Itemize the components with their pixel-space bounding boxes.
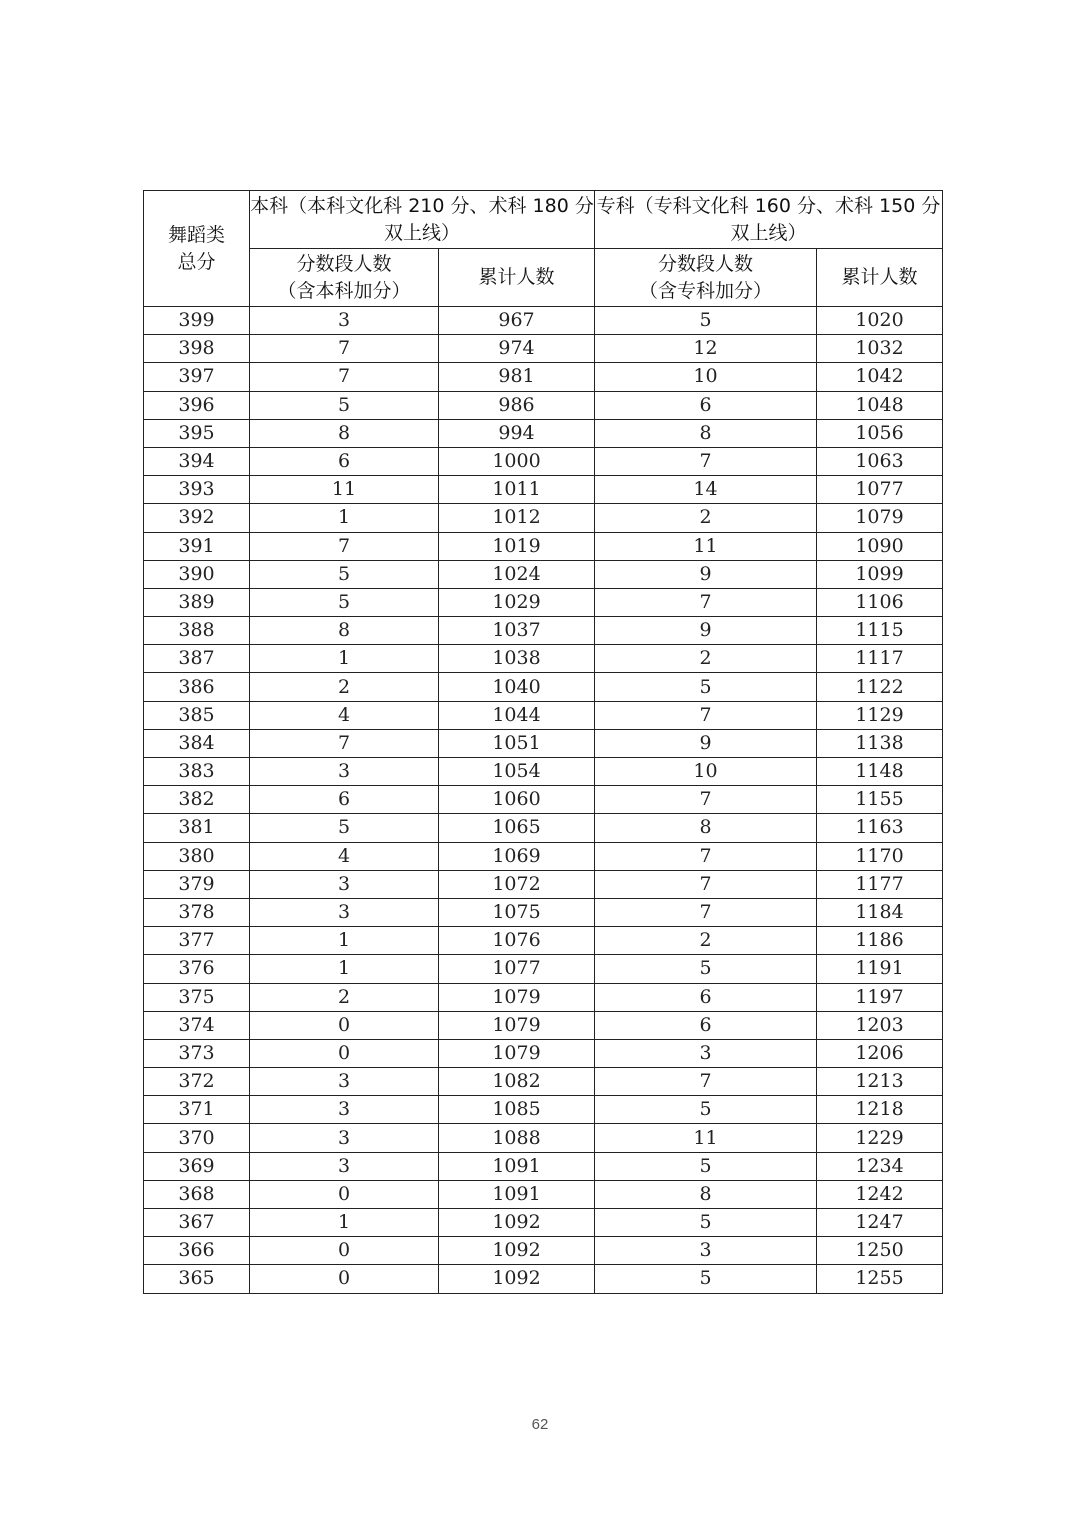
score-cell: 374 [144, 1011, 250, 1039]
vocational-cumulative-cell: 1122 [817, 673, 943, 701]
table-row [144, 476, 943, 504]
undergrad-band-cell: 5 [250, 391, 439, 419]
vocational-cumulative-cell: 1177 [817, 870, 943, 898]
table-row [144, 1124, 943, 1152]
vocational-band-cell: 5 [595, 1209, 817, 1237]
score-cell: 399 [144, 307, 250, 335]
vocational-band-cell: 12 [595, 335, 817, 363]
undergrad-cumulative-cell: 994 [439, 419, 595, 447]
vocational-band-cell: 2 [595, 645, 817, 673]
undergrad-band-cell: 1 [250, 645, 439, 673]
vocational-cumulative-cell: 1042 [817, 363, 943, 391]
vocational-band-cell: 2 [595, 504, 817, 532]
score-cell: 395 [144, 419, 250, 447]
vocational-cumulative-cell: 1090 [817, 532, 943, 560]
table-body [144, 307, 943, 1294]
undergrad-band-cell: 3 [250, 1152, 439, 1180]
table-row [144, 419, 943, 447]
undergrad-cumulative-cell: 1075 [439, 898, 595, 926]
vocational-band-cell: 6 [595, 1011, 817, 1039]
table-row [144, 1237, 943, 1265]
undergrad-band-cell: 1 [250, 504, 439, 532]
vocational-band-cell: 7 [595, 842, 817, 870]
vocational-cumulative-cell: 1234 [817, 1152, 943, 1180]
vocational-band-cell: 6 [595, 983, 817, 1011]
vocational-cumulative-cell: 1184 [817, 898, 943, 926]
undergrad-band-cell: 1 [250, 1209, 439, 1237]
vocational-band-header: 分数段人数 （含专科加分） [595, 249, 817, 307]
vocational-cumulative-cell: 1063 [817, 447, 943, 475]
vocational-cumulative-cell: 1218 [817, 1096, 943, 1124]
table-row [144, 701, 943, 729]
vocational-cumulative-cell: 1203 [817, 1011, 943, 1039]
undergrad-cumulative-cell: 1079 [439, 1011, 595, 1039]
table-row [144, 870, 943, 898]
undergrad-cumulative-cell: 1091 [439, 1180, 595, 1208]
score-cell: 380 [144, 842, 250, 870]
vocational-cumulative-cell: 1032 [817, 335, 943, 363]
vocational-cumulative-cell: 1229 [817, 1124, 943, 1152]
vocational-cumulative-cell: 1138 [817, 729, 943, 757]
score-cell: 383 [144, 758, 250, 786]
undergrad-header: 本科（本科文化科 210 分、术科 180 分双上线） [250, 191, 595, 249]
undergrad-band-header: 分数段人数 （含本科加分） [250, 249, 439, 307]
undergrad-cumulative-cell: 1072 [439, 870, 595, 898]
vocational-band-cell: 5 [595, 1096, 817, 1124]
undergrad-cumulative-cell: 1000 [439, 447, 595, 475]
vocational-band-cell: 5 [595, 1265, 817, 1293]
vocational-band-cell: 10 [595, 758, 817, 786]
vocational-cumulative-cell: 1099 [817, 560, 943, 588]
undergrad-cumulative-cell: 1051 [439, 729, 595, 757]
score-cell: 377 [144, 927, 250, 955]
undergrad-band-cell: 5 [250, 814, 439, 842]
undergrad-band-cell: 1 [250, 955, 439, 983]
undergrad-band-cell: 0 [250, 1011, 439, 1039]
undergrad-cumulative-cell: 1011 [439, 476, 595, 504]
undergrad-band-cell: 6 [250, 447, 439, 475]
score-cell: 372 [144, 1068, 250, 1096]
vocational-cumulative-cell: 1106 [817, 588, 943, 616]
undergrad-cumulative-cell: 1092 [439, 1237, 595, 1265]
table-row [144, 1011, 943, 1039]
score-cell: 397 [144, 363, 250, 391]
score-cell: 375 [144, 983, 250, 1011]
table-row [144, 307, 943, 335]
score-cell: 384 [144, 729, 250, 757]
undergrad-cumulative-cell: 1029 [439, 588, 595, 616]
vocational-band-cell: 5 [595, 307, 817, 335]
table-row [144, 898, 943, 926]
undergrad-cumulative-cell: 1079 [439, 983, 595, 1011]
undergrad-cumulative-cell: 1054 [439, 758, 595, 786]
score-cell: 382 [144, 786, 250, 814]
undergrad-cumulative-cell: 1085 [439, 1096, 595, 1124]
undergrad-cumulative-cell: 1092 [439, 1209, 595, 1237]
score-cell: 379 [144, 870, 250, 898]
score-cell: 391 [144, 532, 250, 560]
undergrad-cumulative-cell: 1069 [439, 842, 595, 870]
vocational-cumulative-header: 累计人数 [817, 249, 943, 307]
undergrad-band-cell: 3 [250, 898, 439, 926]
undergrad-band-cell: 6 [250, 786, 439, 814]
vocational-band-cell: 9 [595, 617, 817, 645]
undergrad-cumulative-cell: 1060 [439, 786, 595, 814]
score-header: 舞蹈类 总分 [144, 191, 250, 307]
vocational-band-cell: 2 [595, 927, 817, 955]
vocational-band-cell: 7 [595, 701, 817, 729]
table-row [144, 1068, 943, 1096]
score-cell: 367 [144, 1209, 250, 1237]
vocational-cumulative-cell: 1250 [817, 1237, 943, 1265]
table-row [144, 842, 943, 870]
table-row [144, 1180, 943, 1208]
score-cell: 388 [144, 617, 250, 645]
vocational-band-cell: 11 [595, 532, 817, 560]
score-cell: 369 [144, 1152, 250, 1180]
vocational-cumulative-cell: 1242 [817, 1180, 943, 1208]
vocational-band-cell: 5 [595, 673, 817, 701]
vocational-cumulative-cell: 1197 [817, 983, 943, 1011]
table-row [144, 673, 943, 701]
undergrad-cumulative-cell: 1091 [439, 1152, 595, 1180]
undergrad-cumulative-cell: 1065 [439, 814, 595, 842]
vocational-cumulative-cell: 1155 [817, 786, 943, 814]
undergrad-band-cell: 5 [250, 588, 439, 616]
vocational-band-cell: 6 [595, 391, 817, 419]
undergrad-cumulative-cell: 986 [439, 391, 595, 419]
score-cell: 376 [144, 955, 250, 983]
vocational-band-cell: 7 [595, 870, 817, 898]
undergrad-cumulative-cell: 1082 [439, 1068, 595, 1096]
undergrad-band-cell: 3 [250, 870, 439, 898]
score-cell: 398 [144, 335, 250, 363]
score-cell: 365 [144, 1265, 250, 1293]
undergrad-cumulative-cell: 1079 [439, 1039, 595, 1067]
undergrad-band-cell: 0 [250, 1237, 439, 1265]
undergrad-band-cell: 5 [250, 560, 439, 588]
score-cell: 385 [144, 701, 250, 729]
vocational-band-cell: 8 [595, 1180, 817, 1208]
undergrad-band-cell: 11 [250, 476, 439, 504]
vocational-band-cell: 3 [595, 1237, 817, 1265]
undergrad-band-cell: 3 [250, 758, 439, 786]
undergrad-cumulative-cell: 1088 [439, 1124, 595, 1152]
score-cell: 386 [144, 673, 250, 701]
undergrad-cumulative-cell: 1092 [439, 1265, 595, 1293]
undergrad-band-cell: 7 [250, 532, 439, 560]
undergrad-band-cell: 3 [250, 307, 439, 335]
undergrad-band-cell: 3 [250, 1096, 439, 1124]
undergrad-band-cell: 3 [250, 1124, 439, 1152]
vocational-band-cell: 8 [595, 814, 817, 842]
vocational-cumulative-cell: 1213 [817, 1068, 943, 1096]
vocational-band-cell: 8 [595, 419, 817, 447]
score-cell: 373 [144, 1039, 250, 1067]
vocational-cumulative-cell: 1170 [817, 842, 943, 870]
vocational-cumulative-cell: 1020 [817, 307, 943, 335]
table-row [144, 1096, 943, 1124]
table-row [144, 983, 943, 1011]
undergrad-band-cell: 8 [250, 419, 439, 447]
score-cell: 392 [144, 504, 250, 532]
undergrad-band-cell: 0 [250, 1180, 439, 1208]
vocational-cumulative-cell: 1247 [817, 1209, 943, 1237]
vocational-band-cell: 9 [595, 729, 817, 757]
table-row [144, 617, 943, 645]
vocational-cumulative-cell: 1255 [817, 1265, 943, 1293]
undergrad-cumulative-cell: 1012 [439, 504, 595, 532]
vocational-band-cell: 7 [595, 447, 817, 475]
vocational-band-cell: 14 [595, 476, 817, 504]
table-row [144, 645, 943, 673]
vocational-cumulative-cell: 1056 [817, 419, 943, 447]
vocational-cumulative-cell: 1048 [817, 391, 943, 419]
table-row [144, 955, 943, 983]
vocational-band-cell: 7 [595, 1068, 817, 1096]
table-row [144, 758, 943, 786]
score-cell: 378 [144, 898, 250, 926]
vocational-band-cell: 11 [595, 1124, 817, 1152]
table-row [144, 335, 943, 363]
table-row [144, 447, 943, 475]
undergrad-band-cell: 4 [250, 842, 439, 870]
vocational-cumulative-cell: 1079 [817, 504, 943, 532]
vocational-cumulative-cell: 1115 [817, 617, 943, 645]
undergrad-cumulative-header: 累计人数 [439, 249, 595, 307]
vocational-cumulative-cell: 1148 [817, 758, 943, 786]
vocational-band-cell: 7 [595, 898, 817, 926]
score-cell: 396 [144, 391, 250, 419]
score-cell: 389 [144, 588, 250, 616]
undergrad-band-cell: 1 [250, 927, 439, 955]
score-cell: 387 [144, 645, 250, 673]
vocational-band-cell: 10 [595, 363, 817, 391]
table-row [144, 363, 943, 391]
table-row [144, 814, 943, 842]
table-row [144, 588, 943, 616]
score-cell: 393 [144, 476, 250, 504]
vocational-band-cell: 5 [595, 955, 817, 983]
undergrad-cumulative-cell: 1077 [439, 955, 595, 983]
vocational-band-cell: 9 [595, 560, 817, 588]
vocational-band-cell: 7 [595, 786, 817, 814]
table-row [144, 504, 943, 532]
undergrad-band-cell: 2 [250, 673, 439, 701]
vocational-header: 专科（专科文化科 160 分、术科 150 分双上线） [595, 191, 943, 249]
undergrad-cumulative-cell: 1024 [439, 560, 595, 588]
vocational-cumulative-cell: 1077 [817, 476, 943, 504]
vocational-cumulative-cell: 1163 [817, 814, 943, 842]
undergrad-cumulative-cell: 981 [439, 363, 595, 391]
table-row [144, 532, 943, 560]
table-row [144, 1209, 943, 1237]
table-row [144, 1152, 943, 1180]
undergrad-band-cell: 7 [250, 363, 439, 391]
table-row [144, 729, 943, 757]
table-row [144, 560, 943, 588]
undergrad-cumulative-cell: 1037 [439, 617, 595, 645]
score-cell: 370 [144, 1124, 250, 1152]
undergrad-band-cell: 7 [250, 335, 439, 363]
undergrad-band-cell: 4 [250, 701, 439, 729]
undergrad-band-cell: 0 [250, 1265, 439, 1293]
page-number: 62 [531, 1416, 549, 1433]
undergrad-band-cell: 7 [250, 729, 439, 757]
vocational-band-cell: 5 [595, 1152, 817, 1180]
table-row [144, 1039, 943, 1067]
vocational-cumulative-cell: 1129 [817, 701, 943, 729]
undergrad-cumulative-cell: 1038 [439, 645, 595, 673]
score-cell: 394 [144, 447, 250, 475]
vocational-band-cell: 3 [595, 1039, 817, 1067]
table-row [144, 391, 943, 419]
undergrad-cumulative-cell: 1019 [439, 532, 595, 560]
undergrad-band-cell: 3 [250, 1068, 439, 1096]
vocational-cumulative-cell: 1206 [817, 1039, 943, 1067]
score-cell: 368 [144, 1180, 250, 1208]
score-cell: 366 [144, 1237, 250, 1265]
vocational-cumulative-cell: 1186 [817, 927, 943, 955]
undergrad-cumulative-cell: 1040 [439, 673, 595, 701]
table-row [144, 927, 943, 955]
undergrad-band-cell: 8 [250, 617, 439, 645]
undergrad-band-cell: 2 [250, 983, 439, 1011]
vocational-cumulative-cell: 1117 [817, 645, 943, 673]
undergrad-cumulative-cell: 1044 [439, 701, 595, 729]
undergrad-cumulative-cell: 967 [439, 307, 595, 335]
table-row [144, 786, 943, 814]
score-cell: 381 [144, 814, 250, 842]
undergrad-cumulative-cell: 1076 [439, 927, 595, 955]
undergrad-band-cell: 0 [250, 1039, 439, 1067]
score-cell: 371 [144, 1096, 250, 1124]
score-cell: 390 [144, 560, 250, 588]
vocational-cumulative-cell: 1191 [817, 955, 943, 983]
score-distribution-table [143, 190, 943, 1294]
vocational-band-cell: 7 [595, 588, 817, 616]
table-row [144, 1265, 943, 1293]
undergrad-cumulative-cell: 974 [439, 335, 595, 363]
